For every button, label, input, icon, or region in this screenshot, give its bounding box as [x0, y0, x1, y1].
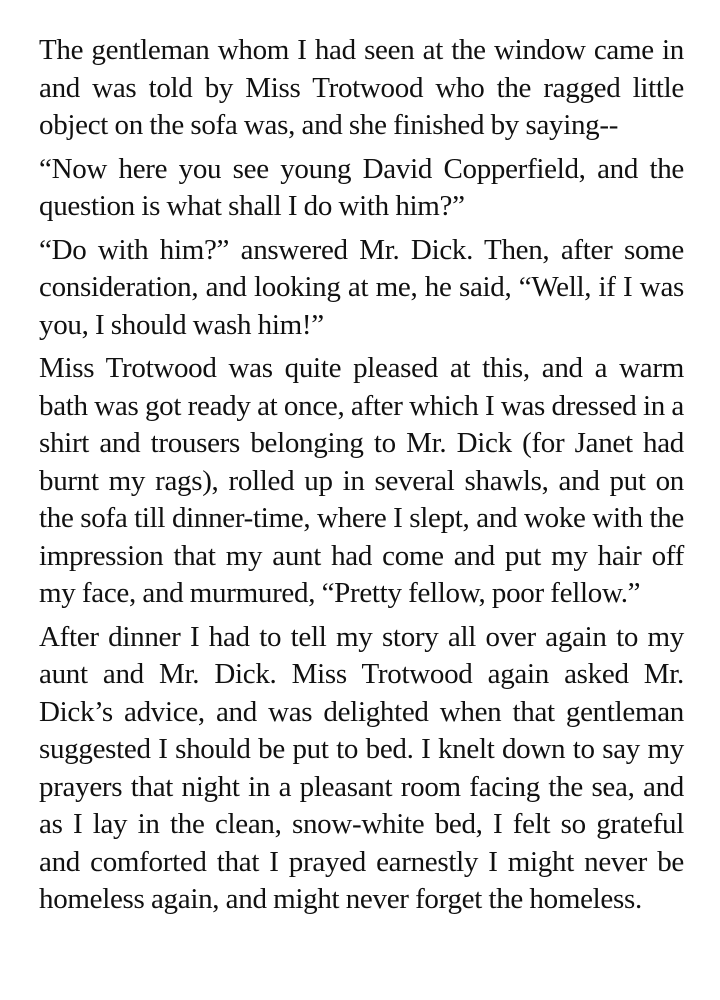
paragraph-1: The gentleman whom I had seen at the window came in and was told by Miss Trotwood who the ragged little object on the sofa was, and she finished by saying--	[39, 34, 684, 141]
paragraph-3: “Do with him?” answered Mr. Dick. Then, after some consideration, and looking at me, he said, “Well, if I was you, I should wash him!”	[39, 233, 684, 341]
paragraph-2: “Now here you see young David Copperfield, and the question is what shall I do with him?”	[39, 152, 684, 222]
paragraph-4: Miss Trotwood was quite pleased at this, and a warm bath was got ready at once, after which I was dressed in a shirt and trousers belonging to Mr. Dick (for Janet had burnt my rags), rolled up in several shawls, and put on the sofa till dinner-time, where I slept, and woke with the impression that my aunt had come and put my hair off my face, and murmured, “Pretty fellow, poor fellow.”	[39, 352, 684, 609]
paragraph-5: After dinner I had to tell my story all over again to my aunt and Mr. Dick. Miss Trotwood again asked Mr. Dick’s advice, and was delighted when that gentleman suggested I should be put to bed. I knelt down to say my prayers that night in a pleasant room facing the sea, and as I lay in the clean, snow-white bed, I felt so grateful and comforted that I prayed earnestly I might never be homeless again, and might never forget the homeless.	[39, 620, 684, 915]
page-text	[39, 32, 684, 925]
